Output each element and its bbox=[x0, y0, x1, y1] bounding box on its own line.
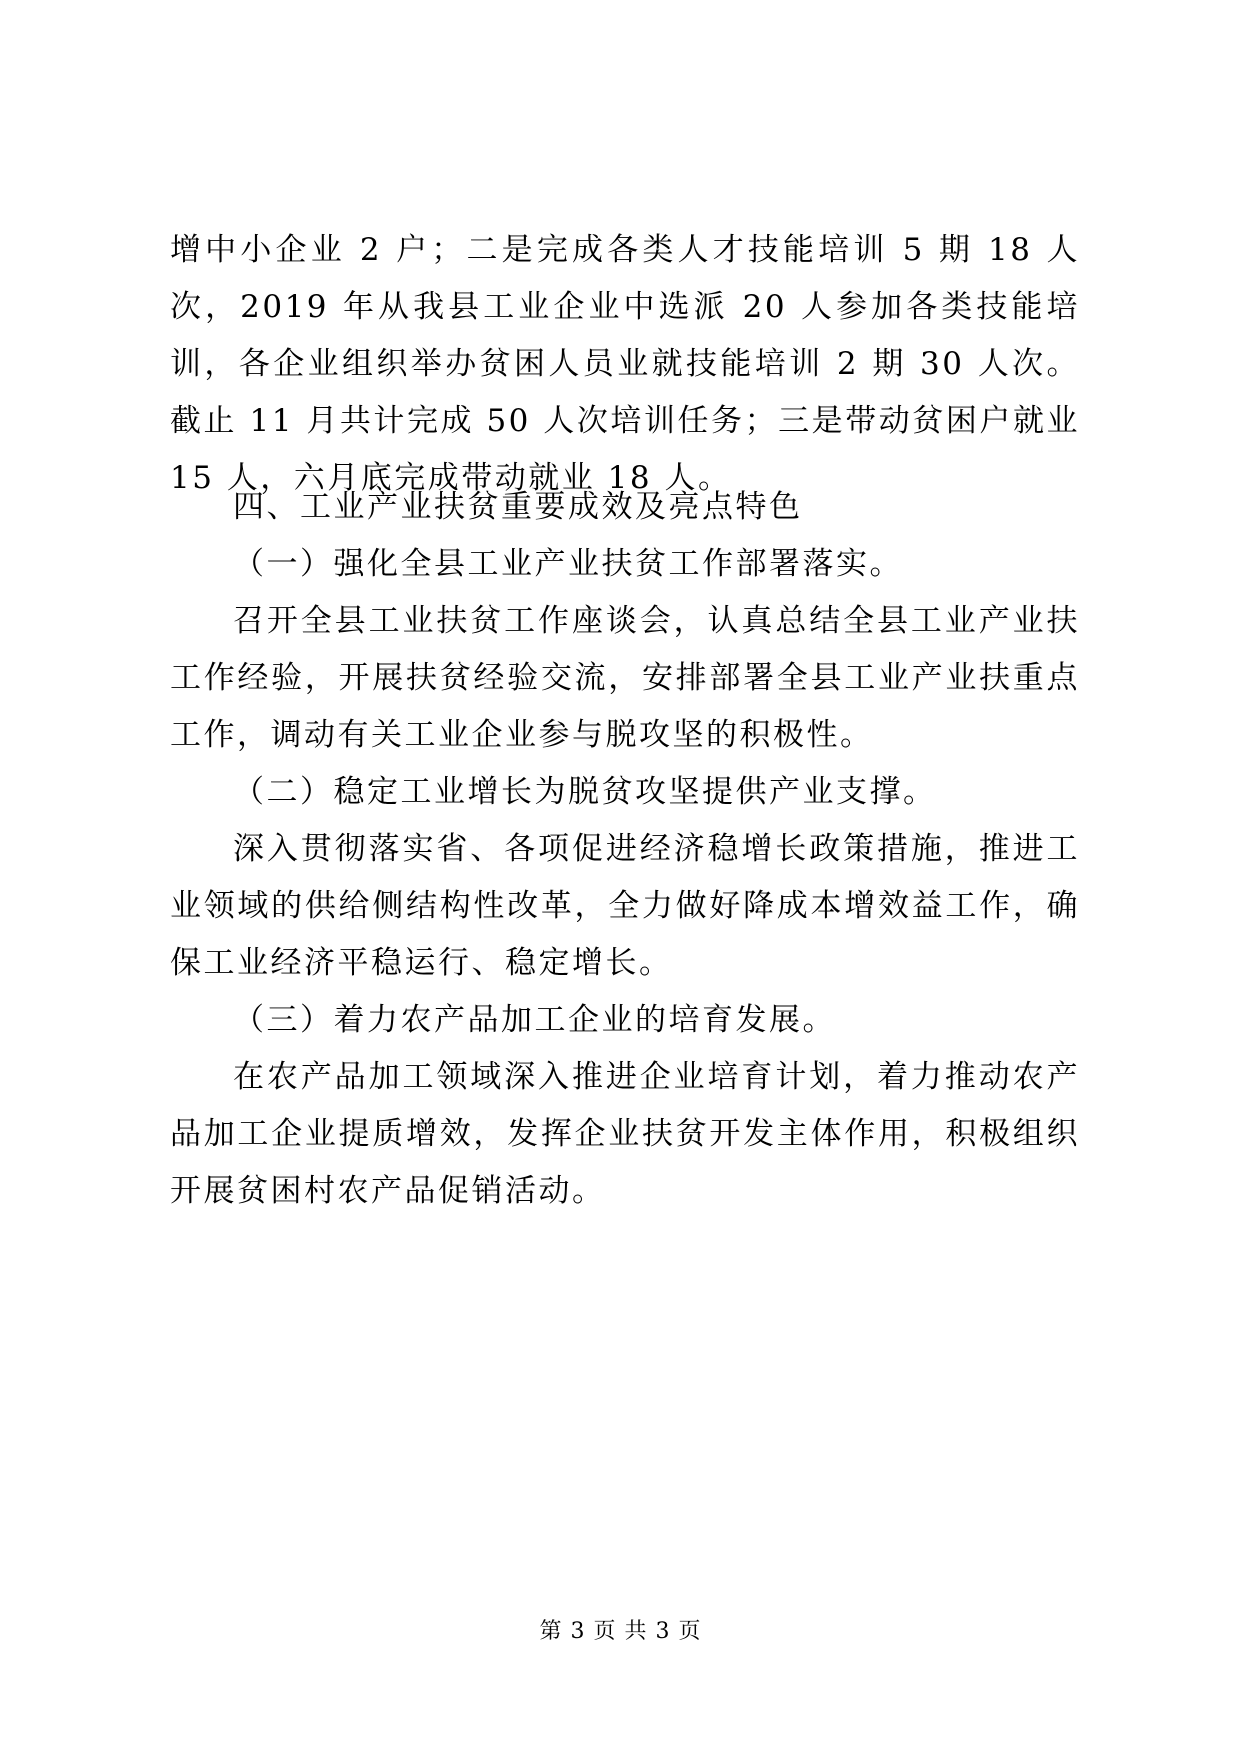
paragraph-subheading-1-body: 召开全县工业扶贫工作座谈会，认真总结全县工业产业扶工作经验，开展扶贫经验交流，安排部署全县工业产业扶重点工作，调动有关工业企业参与脱攻坚的积极性。 bbox=[170, 603, 1080, 753]
page-number-footer: 第 3 页 共 3 页 bbox=[539, 1619, 702, 1644]
paragraph-subheading-2-body: 深入贯彻落实省、各项促进经济稳增长政策措施，推进工业领域的供给侧结构性改革，全力做好降成本增效益工作，确保工业经济平稳运行、稳定增长。 bbox=[170, 831, 1080, 981]
paragraph-continuation: 增中小企业 2 户；二是完成各类人才技能培训 5 期 18 人次，2019 年从我县工业企业中选派 20 人参加各类技能培训，各企业组织举办贫困人员业就技能培训 2 期 30 人次。截止 11 月共计完成 50 人次培训任务；三是带动贫困户就业 15 人，六月底完成带动就业 18 人。 bbox=[170, 232, 1080, 496]
subheading-1: （一）强化全县工业产业扶贫工作部署落实。 bbox=[233, 546, 903, 582]
subheading-3: （三）着力农产品加工企业的培育发展。 bbox=[233, 1002, 836, 1038]
section-heading-4: 四、工业产业扶贫重要成效及亮点特色 bbox=[233, 489, 803, 525]
subheading-2: （二）稳定工业增长为脱贫攻坚提供产业支撑。 bbox=[233, 774, 937, 810]
paragraph-subheading-3-body: 在农产品加工领域深入推进企业培育计划，着力推动农产品加工企业提质增效，发挥企业扶贫开发主体作用，积极组织开展贫困村农产品促销活动。 bbox=[170, 1059, 1080, 1209]
